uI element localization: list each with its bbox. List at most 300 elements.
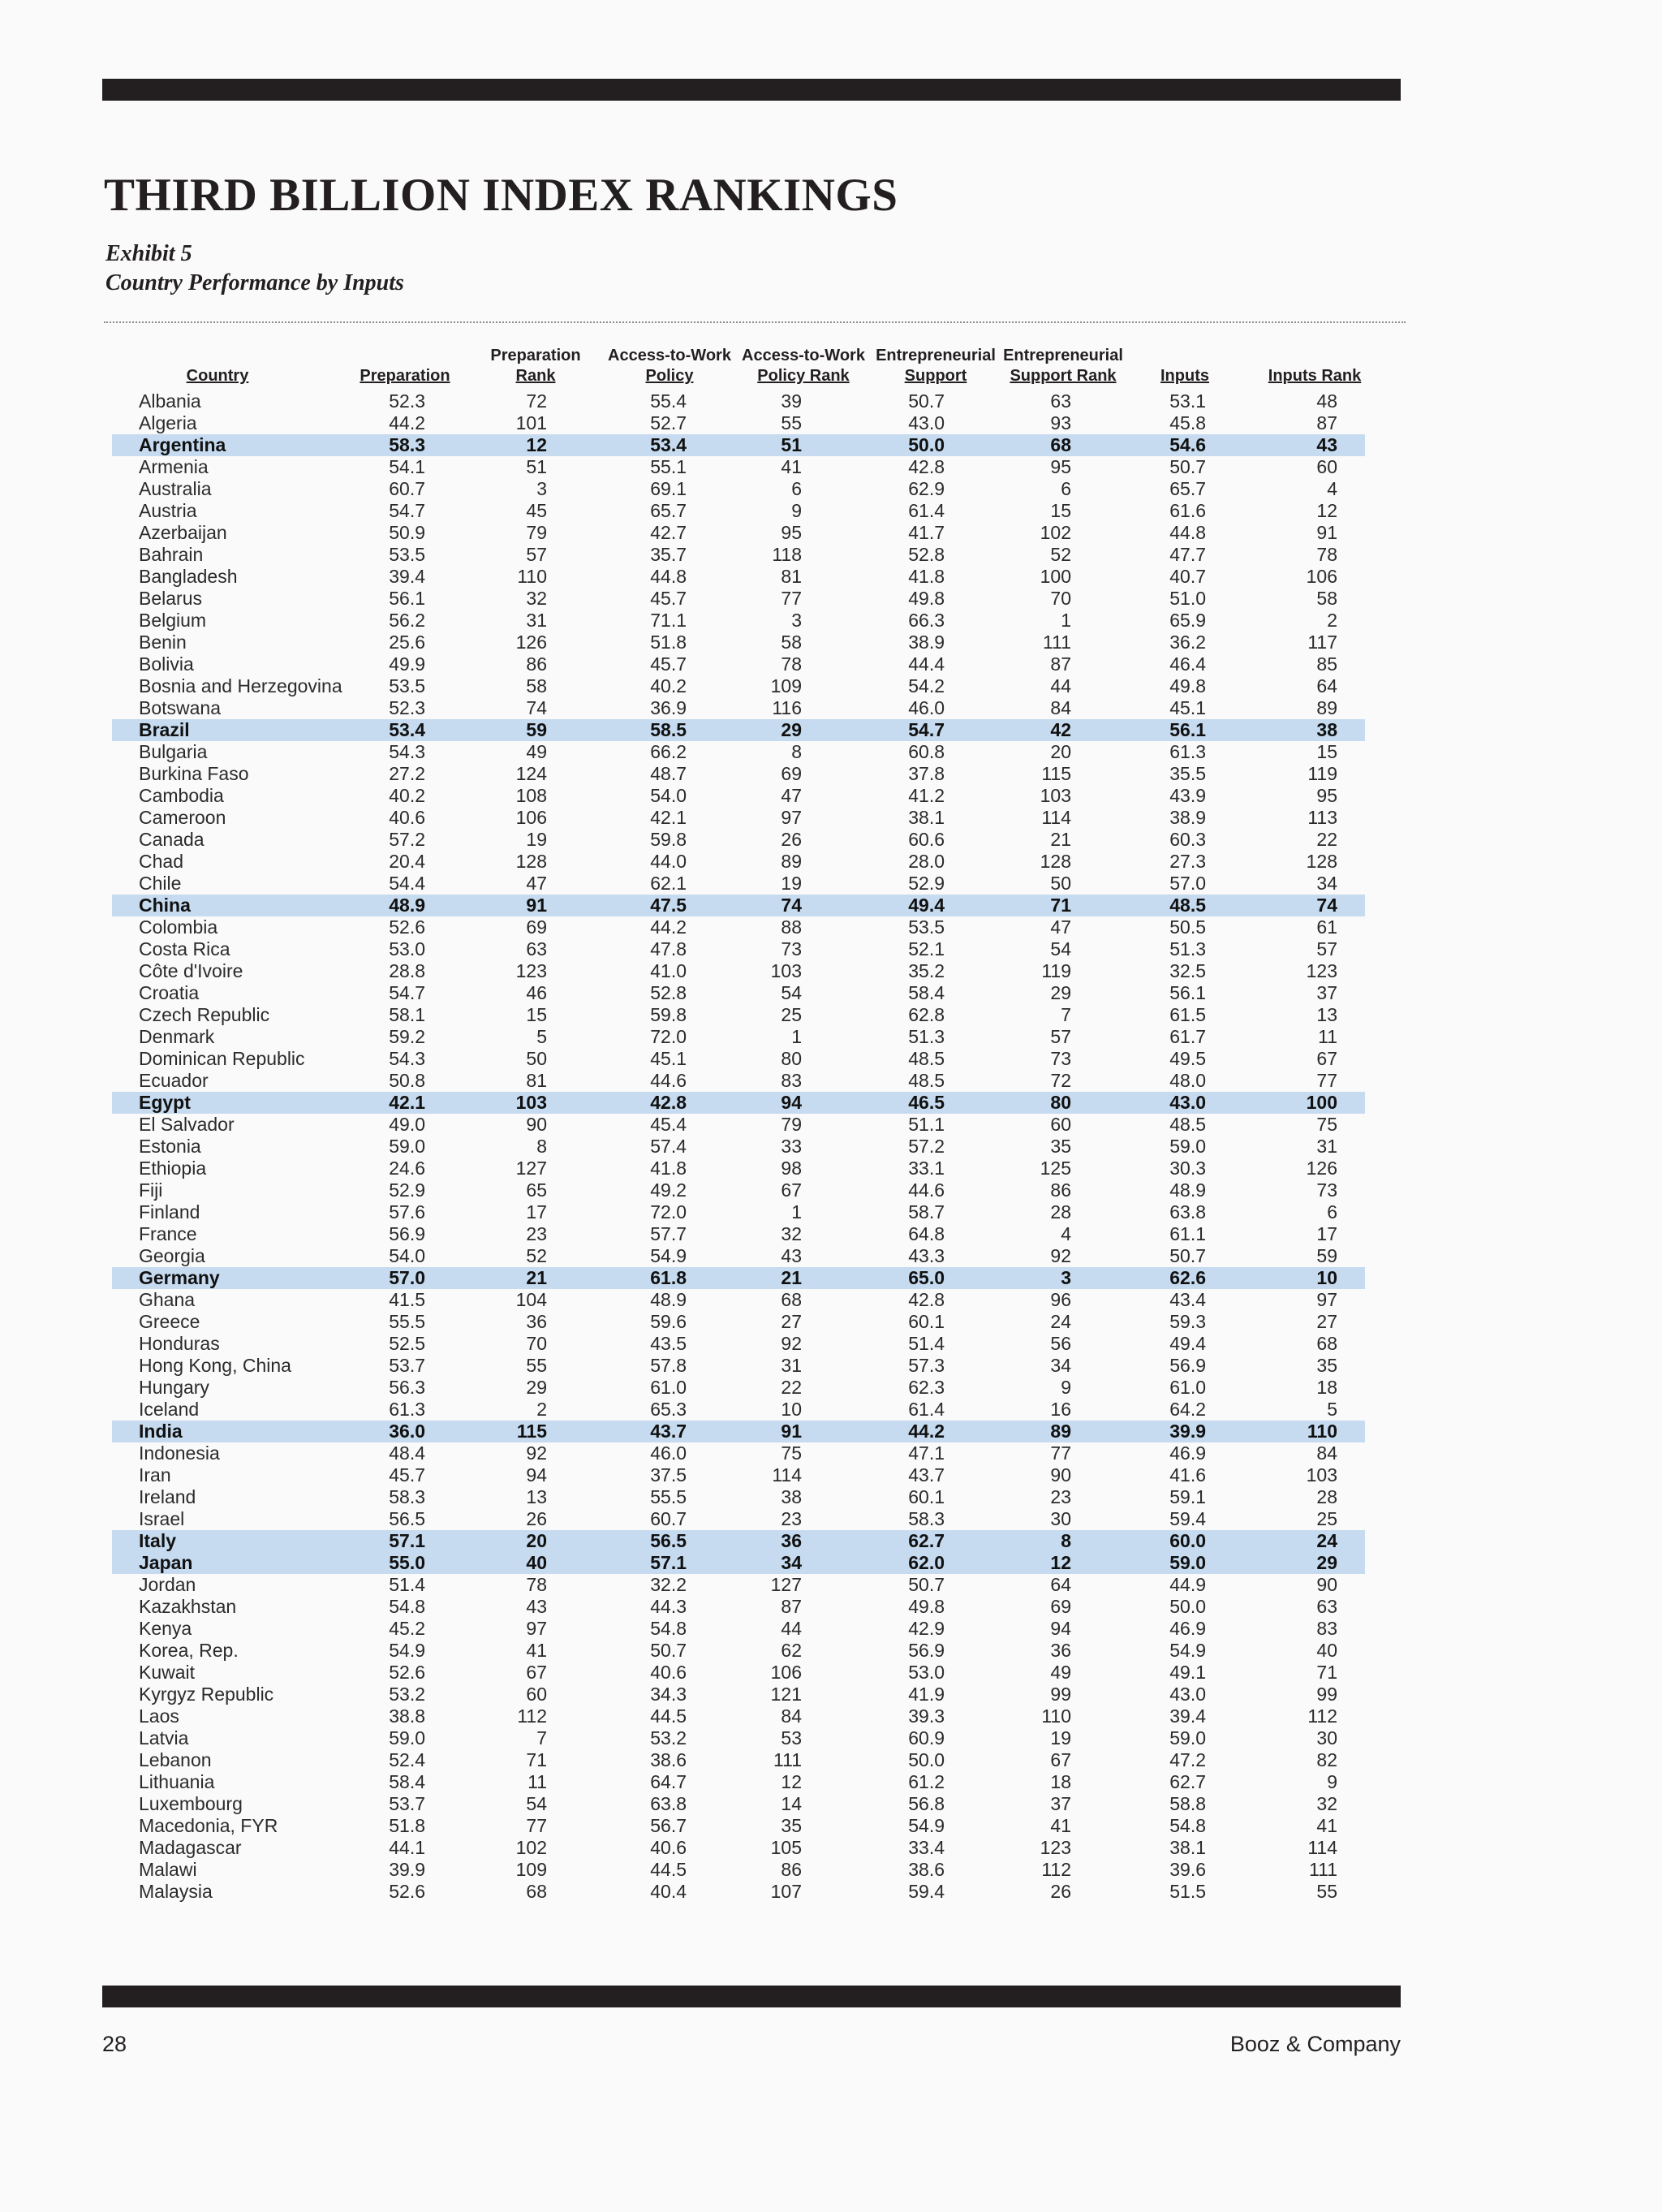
entrepreneurial-support-value: 57.2 — [908, 1136, 945, 1157]
preparation-value: 57.1 — [389, 1530, 425, 1551]
country-name: Albania — [139, 390, 201, 412]
inputs-value: 63.8 — [1169, 1201, 1206, 1222]
entrepreneurial-support-value: 59.4 — [908, 1881, 945, 1902]
table-row-highlighted — [112, 1530, 1365, 1552]
table-row — [0, 785, 1662, 807]
entrepreneurial-support-rank-value: 34 — [1050, 1355, 1071, 1376]
access-policy-value: 54.9 — [650, 1245, 687, 1266]
access-policy-rank-value: 6 — [791, 478, 802, 499]
entrepreneurial-support-value: 28.0 — [908, 851, 945, 872]
entrepreneurial-support-value: 38.6 — [908, 1859, 945, 1880]
inputs-value: 49.5 — [1169, 1048, 1206, 1069]
access-policy-value: 57.7 — [650, 1223, 687, 1244]
access-policy-rank-value: 43 — [781, 1245, 802, 1266]
country-name: Dominican Republic — [139, 1048, 305, 1069]
entrepreneurial-support-rank-value: 56 — [1050, 1333, 1071, 1354]
preparation-value: 40.2 — [389, 785, 425, 806]
table-row — [0, 610, 1662, 632]
entrepreneurial-support-value: 62.8 — [908, 1004, 945, 1025]
inputs-value: 38.1 — [1169, 1837, 1206, 1858]
access-policy-value: 45.7 — [650, 653, 687, 675]
inputs-value: 61.7 — [1169, 1026, 1206, 1047]
preparation-value: 53.2 — [389, 1684, 425, 1705]
country-name: Ecuador — [139, 1070, 209, 1091]
entrepreneurial-support-rank-value: 3 — [1061, 1267, 1071, 1288]
entrepreneurial-support-rank-value: 57 — [1050, 1026, 1071, 1047]
inputs-rank-value: 48 — [1316, 390, 1337, 412]
inputs-rank-value: 59 — [1316, 1245, 1337, 1266]
country-name: Kyrgyz Republic — [139, 1684, 274, 1705]
country-name: Algeria — [139, 412, 197, 433]
inputs-value: 51.0 — [1169, 588, 1206, 609]
table-row-highlighted — [112, 1552, 1365, 1574]
table-row — [0, 1464, 1662, 1486]
inputs-value: 50.5 — [1169, 916, 1206, 938]
preparation-rank-value: 86 — [526, 653, 547, 675]
access-policy-rank-value: 47 — [781, 785, 802, 806]
inputs-rank-value: 91 — [1316, 522, 1337, 543]
entrepreneurial-support-value: 43.3 — [908, 1245, 945, 1266]
access-policy-rank-value: 87 — [781, 1596, 802, 1617]
inputs-value: 35.5 — [1169, 763, 1206, 784]
inputs-value: 61.5 — [1169, 1004, 1206, 1025]
inputs-rank-value: 123 — [1306, 960, 1337, 981]
preparation-rank-value: 43 — [526, 1596, 547, 1617]
entrepreneurial-support-value: 51.3 — [908, 1026, 945, 1047]
preparation-value: 54.3 — [389, 741, 425, 762]
entrepreneurial-support-value: 60.9 — [908, 1727, 945, 1748]
entrepreneurial-support-rank-value: 93 — [1050, 412, 1071, 433]
inputs-value: 61.1 — [1169, 1223, 1206, 1244]
access-policy-rank-value: 53 — [781, 1727, 802, 1748]
entrepreneurial-support-rank-value: 26 — [1050, 1881, 1071, 1902]
inputs-value: 59.3 — [1169, 1311, 1206, 1332]
inputs-rank-value: 4 — [1327, 478, 1337, 499]
access-policy-rank-value: 78 — [781, 653, 802, 675]
preparation-rank-value: 78 — [526, 1574, 547, 1595]
country-name: Madagascar — [139, 1837, 242, 1858]
preparation-value: 57.2 — [389, 829, 425, 850]
entrepreneurial-support-value: 64.8 — [908, 1223, 945, 1244]
entrepreneurial-support-value: 49.4 — [908, 895, 945, 916]
access-policy-rank-value: 55 — [781, 412, 802, 433]
preparation-rank-value: 79 — [526, 522, 547, 543]
entrepreneurial-support-value: 54.9 — [908, 1815, 945, 1836]
preparation-value: 50.8 — [389, 1070, 425, 1091]
access-policy-value: 44.5 — [650, 1705, 687, 1727]
inputs-value: 65.7 — [1169, 478, 1206, 499]
preparation-value: 54.7 — [389, 500, 425, 521]
country-name: Fiji — [139, 1179, 163, 1201]
entrepreneurial-support-rank-value: 114 — [1041, 807, 1071, 828]
entrepreneurial-support-rank-value: 102 — [1040, 522, 1071, 543]
inputs-value: 51.3 — [1169, 938, 1206, 959]
access-policy-rank-value: 62 — [781, 1640, 802, 1661]
entrepreneurial-support-rank-value: 72 — [1050, 1070, 1071, 1091]
preparation-value: 51.4 — [389, 1574, 425, 1595]
entrepreneurial-support-value: 37.8 — [908, 763, 945, 784]
entrepreneurial-support-value: 41.7 — [908, 522, 945, 543]
country-name: Costa Rica — [139, 938, 230, 959]
entrepreneurial-support-value: 61.4 — [908, 1399, 945, 1420]
preparation-rank-value: 23 — [526, 1223, 547, 1244]
entrepreneurial-support-rank-value: 49 — [1050, 1662, 1071, 1683]
access-policy-value: 44.8 — [650, 566, 687, 587]
access-policy-value: 41.0 — [650, 960, 687, 981]
access-policy-value: 59.8 — [650, 1004, 687, 1025]
table-row — [0, 938, 1662, 960]
inputs-rank-value: 110 — [1307, 1421, 1337, 1442]
table-row — [0, 1026, 1662, 1048]
access-policy-rank-value: 73 — [781, 938, 802, 959]
access-policy-value: 62.1 — [650, 873, 687, 894]
entrepreneurial-support-rank-value: 18 — [1050, 1771, 1071, 1792]
inputs-rank-value: 37 — [1316, 982, 1337, 1003]
entrepreneurial-support-rank-value: 15 — [1050, 500, 1071, 521]
preparation-value: 52.4 — [389, 1749, 425, 1770]
entrepreneurial-support-rank-value: 20 — [1050, 741, 1071, 762]
preparation-value: 42.1 — [389, 1092, 425, 1113]
entrepreneurial-support-value: 62.7 — [908, 1530, 945, 1551]
entrepreneurial-support-value: 54.2 — [908, 675, 945, 696]
table-row — [0, 1727, 1662, 1749]
preparation-rank-value: 91 — [526, 895, 547, 916]
inputs-rank-value: 55 — [1316, 1881, 1337, 1902]
access-policy-value: 55.5 — [650, 1486, 687, 1507]
inputs-rank-value: 29 — [1316, 1552, 1337, 1573]
country-name: Indonesia — [139, 1442, 220, 1464]
preparation-rank-value: 103 — [515, 1092, 547, 1113]
inputs-value: 43.0 — [1169, 1092, 1206, 1113]
entrepreneurial-support-rank-value: 41 — [1050, 1815, 1071, 1836]
inputs-value: 61.3 — [1169, 741, 1206, 762]
inputs-value: 45.8 — [1169, 412, 1206, 433]
entrepreneurial-support-rank-value: 100 — [1040, 566, 1071, 587]
table-row — [0, 632, 1662, 653]
country-name: Kuwait — [139, 1662, 196, 1683]
entrepreneurial-support-value: 38.1 — [908, 807, 945, 828]
entrepreneurial-support-value: 61.2 — [908, 1771, 945, 1792]
entrepreneurial-support-rank-value: 6 — [1061, 478, 1071, 499]
table-row — [0, 807, 1662, 829]
table-row — [0, 763, 1662, 785]
access-policy-rank-value: 10 — [781, 1399, 802, 1420]
table-row-highlighted — [112, 434, 1365, 456]
preparation-value: 52.6 — [389, 916, 425, 938]
entrepreneurial-support-rank-value: 24 — [1050, 1311, 1071, 1332]
access-policy-value: 42.7 — [650, 522, 687, 543]
entrepreneurial-support-value: 44.4 — [908, 653, 945, 675]
header-inputs: Inputs — [1160, 367, 1209, 385]
access-policy-rank-value: 111 — [773, 1749, 802, 1770]
entrepreneurial-support-value: 39.3 — [908, 1705, 945, 1727]
inputs-value: 50.7 — [1169, 456, 1206, 477]
preparation-value: 45.7 — [389, 1464, 425, 1485]
entrepreneurial-support-rank-value: 9 — [1061, 1377, 1071, 1398]
inputs-rank-value: 24 — [1316, 1530, 1337, 1551]
access-policy-value: 45.1 — [650, 1048, 687, 1069]
entrepreneurial-support-rank-value: 92 — [1050, 1245, 1071, 1266]
entrepreneurial-support-rank-value: 8 — [1061, 1530, 1071, 1551]
inputs-rank-value: 117 — [1307, 632, 1337, 653]
entrepreneurial-support-value: 44.2 — [908, 1421, 945, 1442]
preparation-value: 58.1 — [389, 1004, 425, 1025]
country-name: Israel — [139, 1508, 185, 1529]
table-row — [0, 1399, 1662, 1421]
entrepreneurial-support-rank-value: 19 — [1050, 1727, 1071, 1748]
country-name: Malaysia — [139, 1881, 213, 1902]
table-row — [0, 1070, 1662, 1092]
preparation-value: 58.3 — [389, 434, 425, 455]
access-policy-value: 34.3 — [650, 1684, 687, 1705]
table-row — [0, 1486, 1662, 1508]
entrepreneurial-support-rank-value: 99 — [1050, 1684, 1071, 1705]
access-policy-rank-value: 81 — [781, 566, 802, 587]
inputs-rank-value: 60 — [1316, 456, 1337, 477]
country-name: Bulgaria — [139, 741, 208, 762]
access-policy-value: 72.0 — [650, 1026, 687, 1047]
inputs-rank-value: 68 — [1316, 1333, 1337, 1354]
table-row — [0, 653, 1662, 675]
inputs-rank-value: 40 — [1316, 1640, 1337, 1661]
access-policy-rank-value: 33 — [781, 1136, 802, 1157]
inputs-value: 45.1 — [1169, 697, 1206, 718]
preparation-rank-value: 112 — [517, 1705, 547, 1727]
table-row — [0, 412, 1662, 434]
access-policy-rank-value: 31 — [781, 1355, 802, 1376]
exhibit-label: Exhibit 5 — [105, 241, 192, 266]
inputs-rank-value: 77 — [1316, 1070, 1337, 1091]
inputs-value: 48.0 — [1169, 1070, 1206, 1091]
access-policy-value: 43.7 — [650, 1421, 687, 1442]
access-policy-value: 71.1 — [650, 610, 687, 631]
inputs-rank-value: 58 — [1316, 588, 1337, 609]
access-policy-rank-value: 51 — [781, 434, 802, 455]
inputs-rank-value: 114 — [1307, 1837, 1337, 1858]
table-row — [0, 1355, 1662, 1377]
inputs-value: 44.9 — [1169, 1574, 1206, 1595]
entrepreneurial-support-value: 42.9 — [908, 1618, 945, 1639]
entrepreneurial-support-rank-value: 80 — [1050, 1092, 1071, 1113]
table-row — [0, 1771, 1662, 1793]
preparation-rank-value: 3 — [536, 478, 547, 499]
preparation-rank-value: 57 — [526, 544, 547, 565]
entrepreneurial-support-value: 66.3 — [908, 610, 945, 631]
access-policy-value: 40.4 — [650, 1881, 687, 1902]
access-policy-rank-value: 88 — [781, 916, 802, 938]
access-policy-value: 61.0 — [650, 1377, 687, 1398]
entrepreneurial-support-value: 33.1 — [908, 1158, 945, 1179]
access-policy-rank-value: 8 — [791, 741, 802, 762]
country-name: El Salvador — [139, 1114, 235, 1135]
country-name: Cameroon — [139, 807, 226, 828]
preparation-rank-value: 15 — [526, 1004, 547, 1025]
table-row — [0, 1793, 1662, 1815]
access-policy-rank-value: 89 — [781, 851, 802, 872]
bottom-rule-bar — [102, 1986, 1401, 2007]
entrepreneurial-support-rank-value: 89 — [1050, 1421, 1071, 1442]
inputs-value: 59.0 — [1169, 1136, 1206, 1157]
access-policy-rank-value: 26 — [781, 829, 802, 850]
country-name: Chile — [139, 873, 182, 894]
table-row — [0, 1574, 1662, 1596]
entrepreneurial-support-value: 49.8 — [908, 588, 945, 609]
table-row — [0, 1684, 1662, 1705]
inputs-rank-value: 18 — [1316, 1377, 1337, 1398]
inputs-value: 39.9 — [1169, 1421, 1206, 1442]
preparation-rank-value: 11 — [527, 1771, 547, 1792]
access-policy-rank-value: 80 — [781, 1048, 802, 1069]
inputs-rank-value: 10 — [1316, 1267, 1337, 1288]
access-policy-rank-value: 39 — [781, 390, 802, 412]
entrepreneurial-support-value: 33.4 — [908, 1837, 945, 1858]
access-policy-rank-value: 36 — [781, 1530, 802, 1551]
entrepreneurial-support-rank-value: 47 — [1050, 916, 1071, 938]
inputs-value: 59.0 — [1169, 1727, 1206, 1748]
entrepreneurial-support-rank-value: 60 — [1050, 1114, 1071, 1135]
entrepreneurial-support-rank-value: 50 — [1050, 873, 1071, 894]
preparation-rank-value: 63 — [526, 938, 547, 959]
country-name: Austria — [139, 500, 197, 521]
entrepreneurial-support-rank-value: 63 — [1050, 390, 1071, 412]
preparation-value: 56.5 — [389, 1508, 425, 1529]
access-policy-value: 61.8 — [650, 1267, 687, 1288]
header-preparation: Preparation — [360, 367, 450, 385]
inputs-value: 56.1 — [1169, 982, 1206, 1003]
entrepreneurial-support-rank-value: 12 — [1050, 1552, 1071, 1573]
table-row — [0, 500, 1662, 522]
inputs-value: 30.3 — [1169, 1158, 1206, 1179]
preparation-rank-value: 101 — [515, 412, 547, 433]
preparation-rank-value: 71 — [526, 1749, 547, 1770]
country-name: Brazil — [139, 719, 190, 740]
entrepreneurial-support-value: 46.0 — [908, 697, 945, 718]
access-policy-rank-value: 114 — [772, 1464, 802, 1485]
access-policy-value: 53.2 — [650, 1727, 687, 1748]
entrepreneurial-support-rank-value: 128 — [1040, 851, 1071, 872]
preparation-value: 54.9 — [389, 1640, 425, 1661]
inputs-value: 40.7 — [1169, 566, 1206, 587]
inputs-rank-value: 30 — [1316, 1727, 1337, 1748]
table-row — [0, 1837, 1662, 1859]
entrepreneurial-support-value: 41.9 — [908, 1684, 945, 1705]
table-row-highlighted — [112, 719, 1365, 741]
preparation-rank-value: 47 — [526, 873, 547, 894]
access-policy-rank-value: 109 — [770, 675, 802, 696]
preparation-rank-value: 77 — [526, 1815, 547, 1836]
access-policy-value: 43.5 — [650, 1333, 687, 1354]
entrepreneurial-support-value: 48.5 — [908, 1048, 945, 1069]
page-number: 28 — [102, 2032, 127, 2056]
entrepreneurial-support-value: 56.8 — [908, 1793, 945, 1814]
access-policy-value: 54.8 — [650, 1618, 687, 1639]
inputs-value: 43.4 — [1169, 1289, 1206, 1310]
preparation-rank-value: 68 — [526, 1881, 547, 1902]
inputs-rank-value: 67 — [1316, 1048, 1337, 1069]
inputs-value: 44.8 — [1169, 522, 1206, 543]
preparation-rank-value: 12 — [526, 434, 547, 455]
preparation-rank-value: 69 — [526, 916, 547, 938]
table-row — [0, 390, 1662, 412]
access-policy-value: 64.7 — [650, 1771, 687, 1792]
preparation-value: 44.1 — [389, 1837, 425, 1858]
preparation-rank-value: 59 — [526, 719, 547, 740]
country-name: Kazakhstan — [139, 1596, 237, 1617]
inputs-rank-value: 35 — [1316, 1355, 1337, 1376]
header-access-policy: Access-to-Work Policy — [608, 347, 731, 385]
access-policy-rank-value: 19 — [781, 873, 802, 894]
entrepreneurial-support-value: 48.5 — [908, 1070, 945, 1091]
country-name: Hong Kong, China — [139, 1355, 291, 1376]
table-row — [0, 982, 1662, 1004]
country-name: Ireland — [139, 1486, 196, 1507]
inputs-rank-value: 85 — [1316, 653, 1337, 675]
table-row — [0, 1596, 1662, 1618]
preparation-rank-value: 124 — [515, 763, 547, 784]
preparation-rank-value: 60 — [526, 1684, 547, 1705]
table-row — [0, 1333, 1662, 1355]
entrepreneurial-support-value: 60.1 — [908, 1311, 945, 1332]
preparation-value: 52.3 — [389, 697, 425, 718]
access-policy-value: 44.5 — [650, 1859, 687, 1880]
preparation-rank-value: 49 — [526, 741, 547, 762]
header-inputs-rank: Inputs Rank — [1268, 367, 1362, 385]
country-name: Bolivia — [139, 653, 194, 675]
inputs-value: 43.0 — [1169, 1684, 1206, 1705]
country-name: Laos — [139, 1705, 179, 1727]
access-policy-rank-value: 79 — [781, 1114, 802, 1135]
preparation-value: 56.1 — [389, 588, 425, 609]
preparation-value: 50.9 — [389, 522, 425, 543]
country-name: Honduras — [139, 1333, 220, 1354]
preparation-value: 45.2 — [389, 1618, 425, 1639]
access-policy-rank-value: 41 — [781, 456, 802, 477]
access-policy-rank-value: 32 — [781, 1223, 802, 1244]
access-policy-rank-value: 105 — [770, 1837, 802, 1858]
access-policy-rank-value: 68 — [781, 1289, 802, 1310]
entrepreneurial-support-rank-value: 125 — [1040, 1158, 1071, 1179]
preparation-value: 55.0 — [389, 1552, 425, 1573]
preparation-value: 39.9 — [389, 1859, 425, 1880]
table-row — [0, 1749, 1662, 1771]
preparation-rank-value: 50 — [526, 1048, 547, 1069]
inputs-rank-value: 17 — [1316, 1223, 1337, 1244]
country-name: Belarus — [139, 588, 202, 609]
preparation-value: 54.3 — [389, 1048, 425, 1069]
country-name: Korea, Rep. — [139, 1640, 239, 1661]
preparation-rank-value: 90 — [526, 1114, 547, 1135]
inputs-rank-value: 89 — [1316, 697, 1337, 718]
inputs-rank-value: 87 — [1316, 412, 1337, 433]
entrepreneurial-support-value: 46.5 — [908, 1092, 945, 1113]
preparation-rank-value: 7 — [536, 1727, 547, 1748]
table-row — [0, 1442, 1662, 1464]
entrepreneurial-support-value: 53.5 — [908, 916, 945, 938]
access-policy-value: 47.5 — [650, 895, 687, 916]
country-name: China — [139, 895, 191, 916]
entrepreneurial-support-rank-value: 111 — [1043, 632, 1071, 653]
inputs-rank-value: 27 — [1316, 1311, 1337, 1332]
entrepreneurial-support-rank-value: 68 — [1050, 434, 1071, 455]
entrepreneurial-support-value: 52.1 — [908, 938, 945, 959]
table-row — [0, 916, 1662, 938]
entrepreneurial-support-rank-value: 36 — [1050, 1640, 1071, 1661]
preparation-rank-value: 55 — [526, 1355, 547, 1376]
inputs-rank-value: 73 — [1316, 1179, 1337, 1201]
inputs-rank-value: 95 — [1316, 785, 1337, 806]
preparation-value: 60.7 — [389, 478, 425, 499]
access-policy-value: 38.6 — [650, 1749, 687, 1770]
